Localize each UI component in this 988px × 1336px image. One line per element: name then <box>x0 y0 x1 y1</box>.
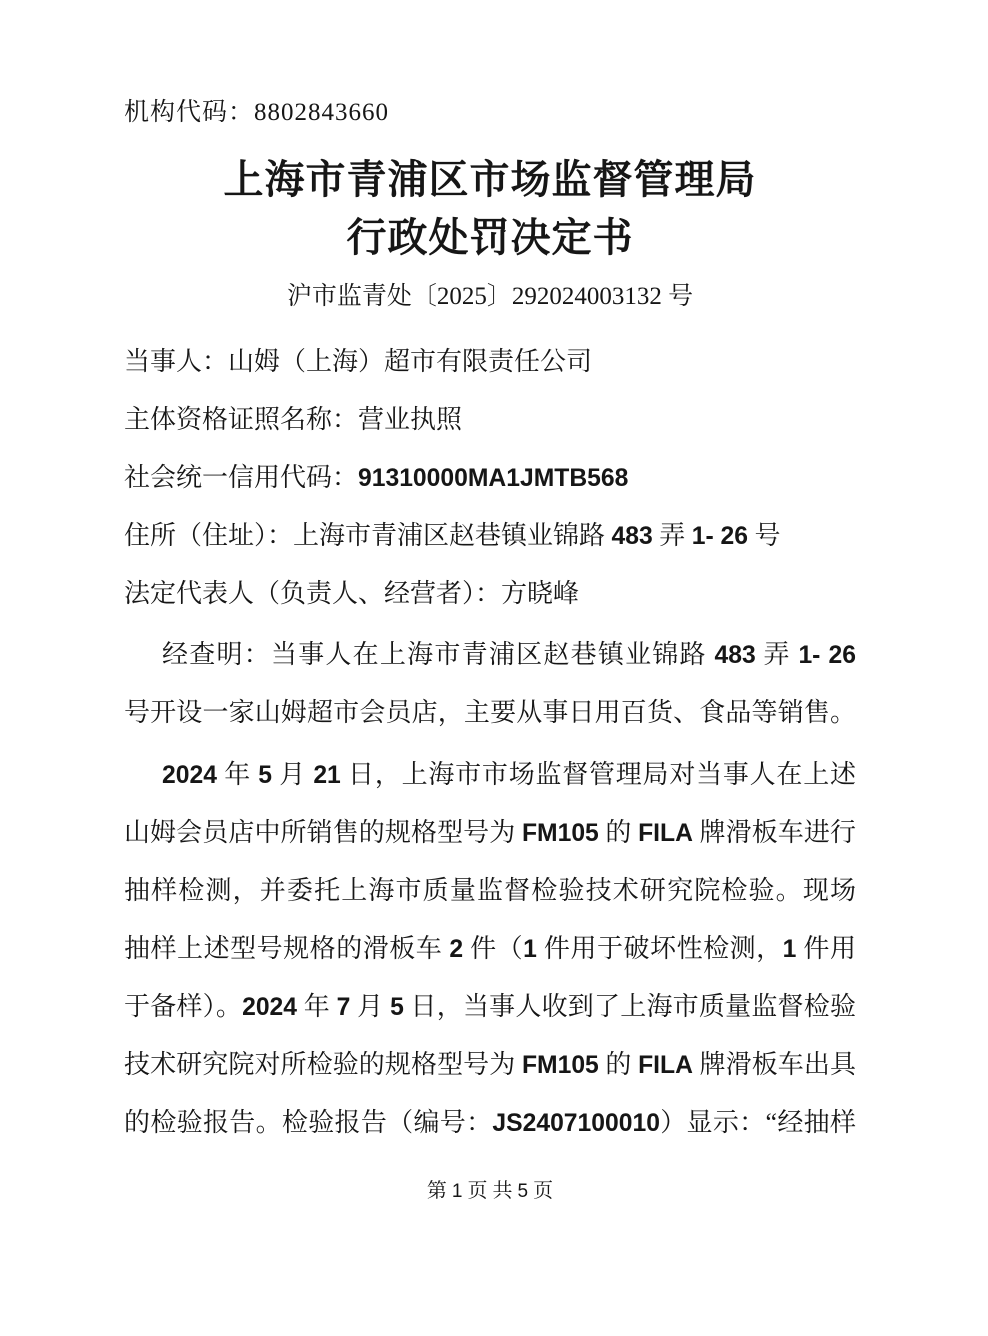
findings-line: 号开设一家山姆超市会员店，主要从事日用百货、食品等销售。 <box>124 698 856 727</box>
field-credit-code: 社会统一信用代码：91310000MA1JMTB568 <box>124 463 629 492</box>
party-info-fields <box>124 333 856 623</box>
findings-line: 2024 年 5 月 21 日，上海市市场监督管理局对当事人在上述 <box>162 760 856 789</box>
findings-paragraph-2 <box>124 746 856 1152</box>
findings-paragraph-1 <box>124 626 856 742</box>
document-title <box>124 151 856 267</box>
document-title-line1: 上海市青浦区市场监督管理局 <box>223 157 757 202</box>
findings-line: 的检验报告。检验报告（编号：JS2407100010）显示：“经抽样 <box>124 1108 856 1137</box>
findings-line: 于备样）。2024 年 7 月 5 日，当事人收到了上海市质量监督检验 <box>124 992 856 1021</box>
findings-line: 经查明：当事人在上海市青浦区赵巷镇业锦路 483 弄 1- 26 <box>162 640 856 669</box>
org-code-line: 机构代码：8802843660 <box>124 99 390 126</box>
page-number-footer: 第 1 页 共 5 页 <box>426 1180 554 1202</box>
field-party: 当事人：山姆（上海）超市有限责任公司 <box>124 347 593 376</box>
findings-line: 技术研究院对所检验的规格型号为 FM105 的 FILA 牌滑板车出具 <box>124 1050 856 1079</box>
field-address: 住所（住址）：上海市青浦区赵巷镇业锦路 483 弄 1- 26 号 <box>124 521 781 550</box>
document-title-line2: 行政处罚决定书 <box>346 215 634 260</box>
document-number: 沪市监青处〔2025〕292024003132 号 <box>286 283 694 310</box>
field-license-type: 主体资格证照名称：营业执照 <box>124 405 463 434</box>
findings-line: 抽样上述型号规格的滑板车 2 件（1 件用于破坏性检测，1 件用 <box>124 934 856 963</box>
findings-line: 山姆会员店中所销售的规格型号为 FM105 的 FILA 牌滑板车进行 <box>124 818 856 847</box>
findings-line: 抽样检测，并委托上海市质量监督检验技术研究院检验。现场 <box>124 876 856 905</box>
field-legal-representative: 法定代表人（负责人、经营者）：方晓峰 <box>124 579 580 608</box>
